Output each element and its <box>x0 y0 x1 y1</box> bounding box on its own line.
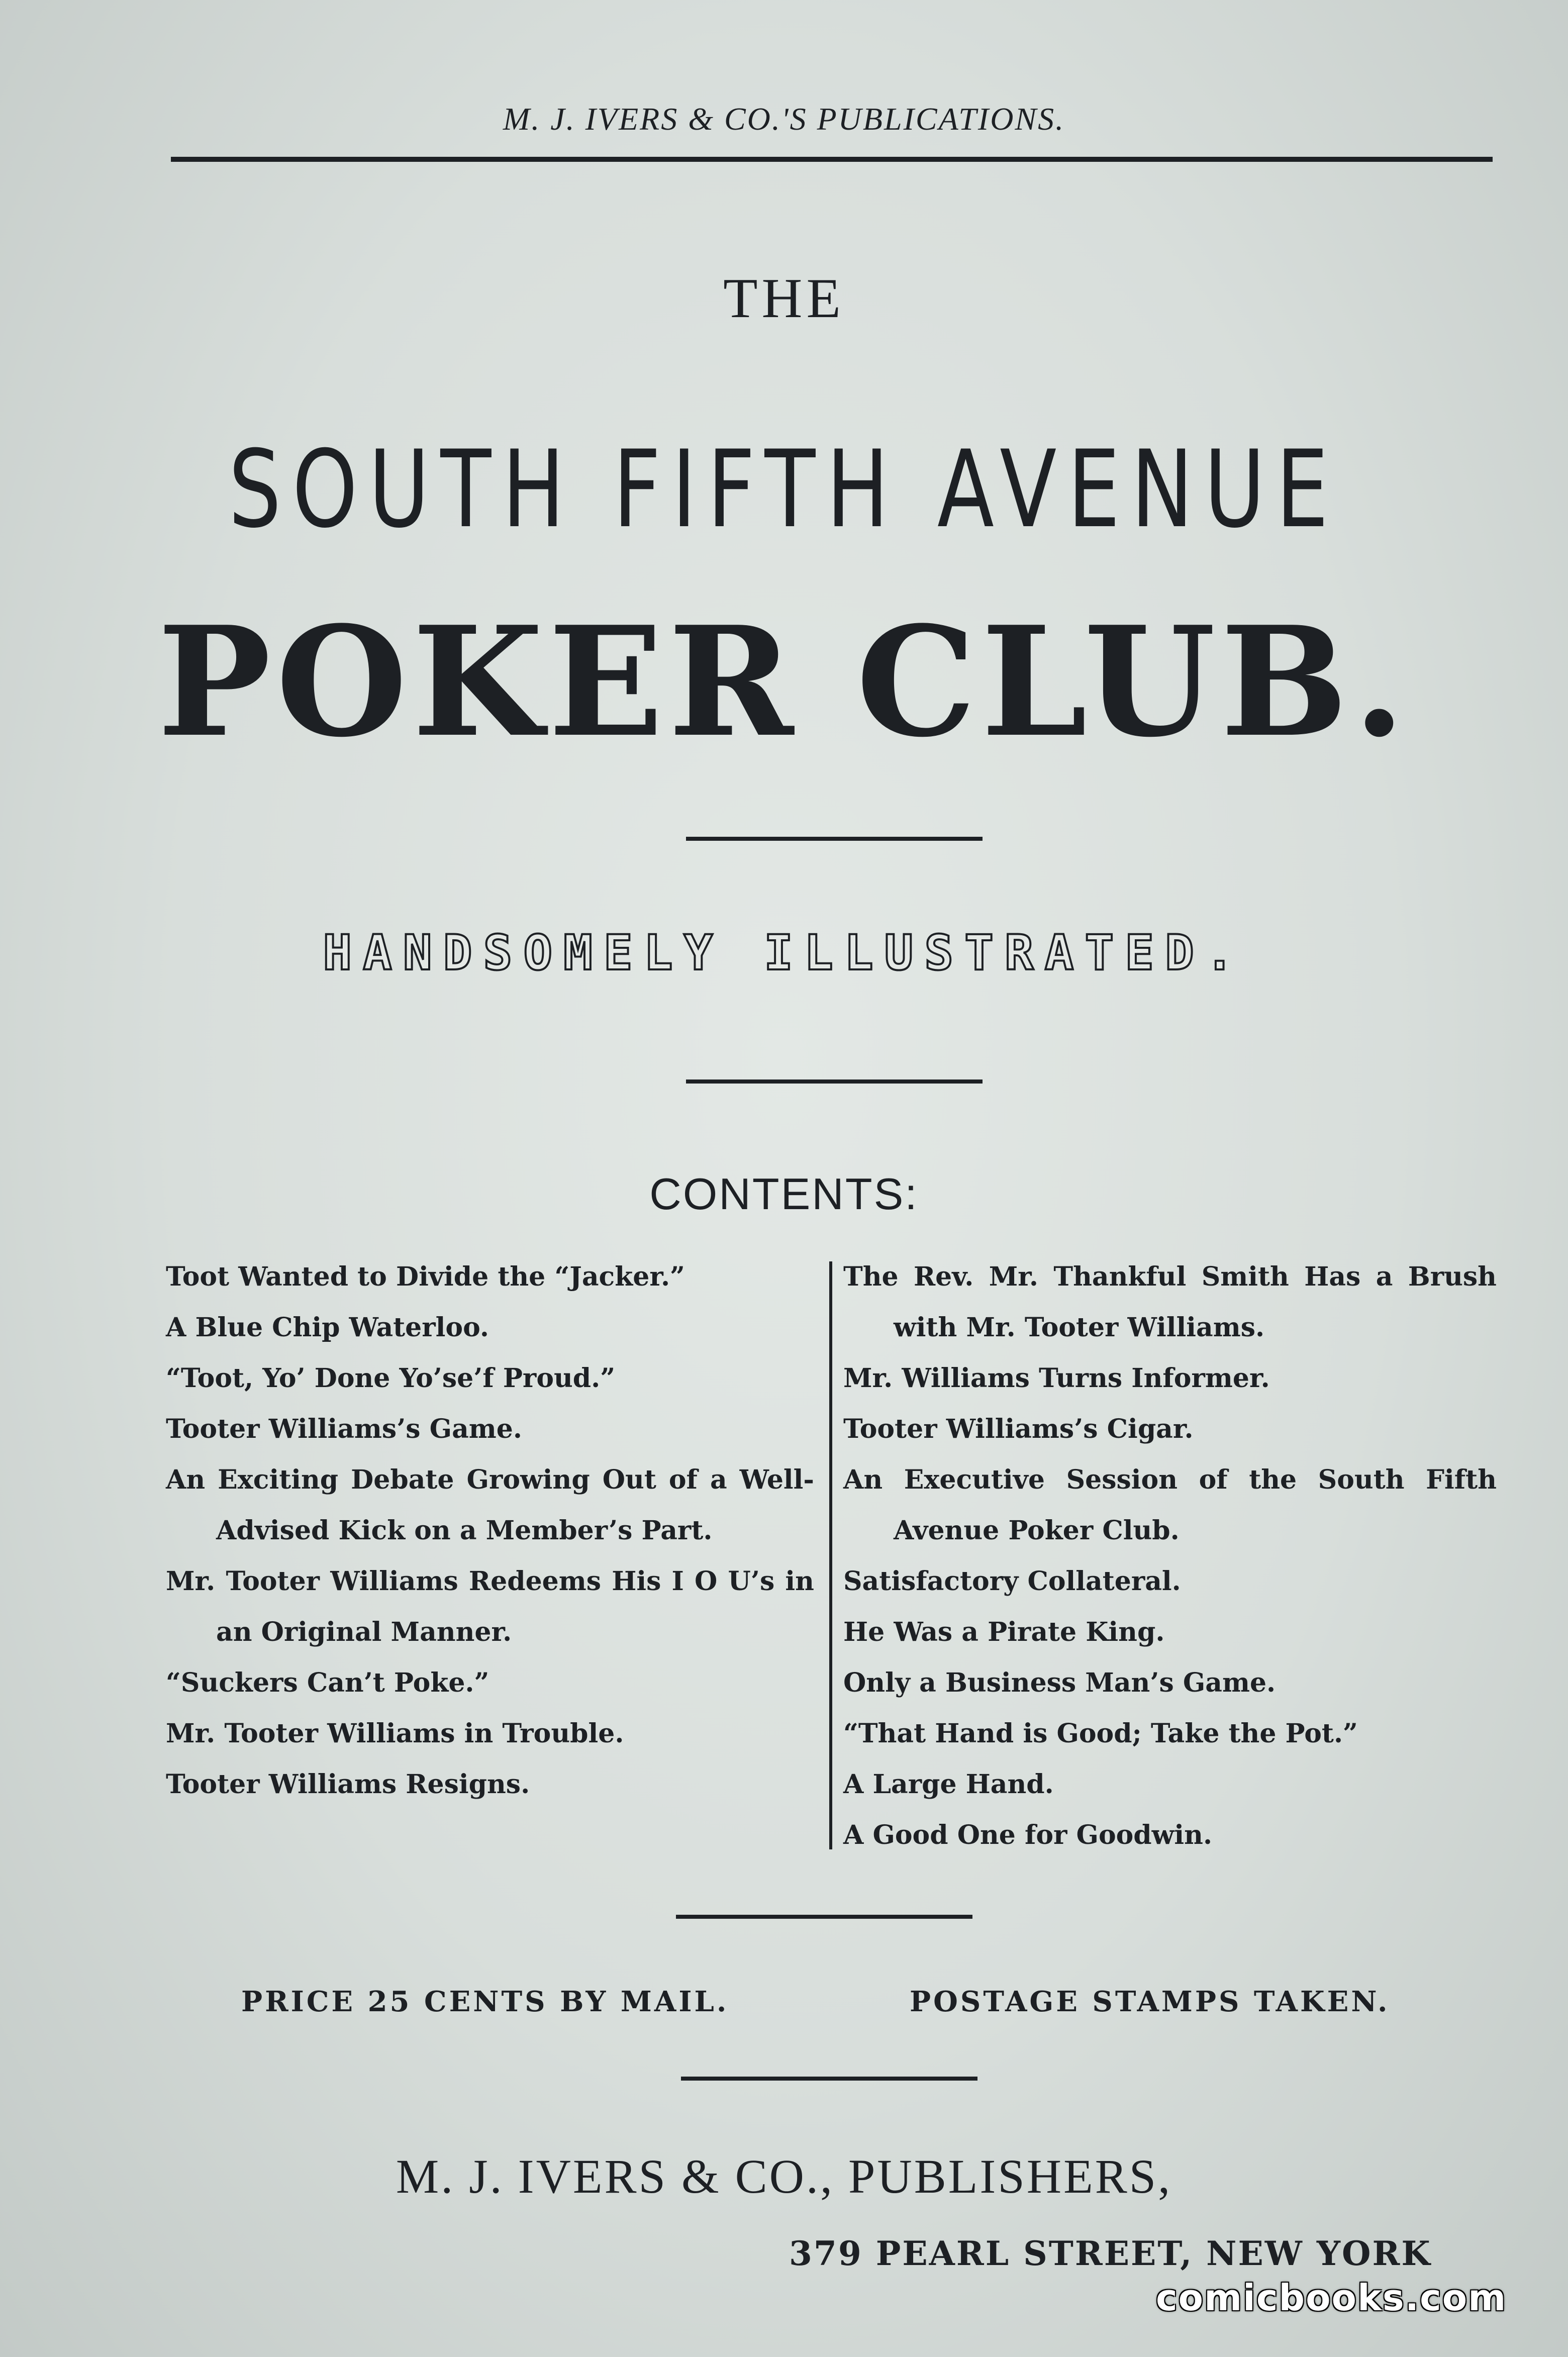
divider-rule <box>681 2077 977 2081</box>
contents-entry: “That Hand is Good; Take the Pot.” <box>843 1718 1358 1749</box>
publisher-name: M. J. IVERS & CO., PUBLISHERS, <box>396 2149 1172 2203</box>
title-club: POKER CLUB. <box>157 593 1411 770</box>
contents-entry: A Large Hand. <box>843 1769 1054 1800</box>
contents-right-column <box>843 1251 1497 1860</box>
contents-entry: Tooter Williams Resigns. <box>166 1769 530 1800</box>
contents-entry: Toot Wanted to Divide the “Jacker.” <box>166 1261 685 1292</box>
contents-entry: “Toot, Yo’ Done Yo’se’f Proud.” <box>166 1363 616 1394</box>
contents-entry: “Suckers Can’t Poke.” <box>166 1667 489 1698</box>
contents-entry: An Exciting Debate Growing Out of a Well-Advised Kick on a Member’s Part. <box>166 1464 814 1546</box>
column-divider <box>829 1261 832 1849</box>
contents-entry: Mr. Williams Turns Informer. <box>843 1363 1270 1394</box>
contents-entry: Mr. Tooter Williams in Trouble. <box>166 1718 624 1749</box>
postage-text: POSTAGE STAMPS TAKEN. <box>910 1985 1390 2018</box>
contents-entry: The Rev. Mr. Thankful Smith Has a Brush with Mr. Tooter Williams. <box>843 1261 1497 1343</box>
publisher-header: M. J. IVERS & CO.'S PUBLICATIONS. <box>503 101 1065 137</box>
contents-entry: Tooter Williams’s Game. <box>166 1414 522 1444</box>
contents-entry: An Executive Session of the South Fifth Avenue Poker Club. <box>843 1464 1497 1546</box>
contents-left-column <box>166 1251 814 1810</box>
divider-rule <box>686 1079 983 1084</box>
contents-entry: Tooter Williams’s Cigar. <box>843 1414 1194 1444</box>
contents-entry: A Blue Chip Waterloo. <box>166 1312 489 1343</box>
title-article: THE <box>723 267 845 330</box>
divider-rule <box>676 1915 972 1919</box>
contents-entry: He Was a Pirate King. <box>843 1617 1165 1647</box>
price-text: PRICE 25 CENTS BY MAIL. <box>241 1985 729 2018</box>
header-rule <box>171 157 1493 162</box>
contents-entry: Mr. Tooter Williams Redeems His I O U’s in an Original Manner. <box>166 1566 814 1647</box>
divider-rule <box>686 837 983 841</box>
publisher-address: 379 PEARL STREET, NEW YORK <box>789 2234 1432 2273</box>
tagline: HANDSOMELY ILLUSTRATED. <box>323 925 1245 981</box>
title-main: SOUTH FIFTH AVENUE <box>228 427 1340 551</box>
watermark: comicbooks.com <box>1156 2277 1507 2319</box>
contents-entry: A Good One for Goodwin. <box>843 1820 1213 1850</box>
contents-entry: Satisfactory Collateral. <box>843 1566 1181 1597</box>
contents-heading: CONTENTS: <box>649 1169 919 1219</box>
contents-entry: Only a Business Man’s Game. <box>843 1667 1276 1698</box>
